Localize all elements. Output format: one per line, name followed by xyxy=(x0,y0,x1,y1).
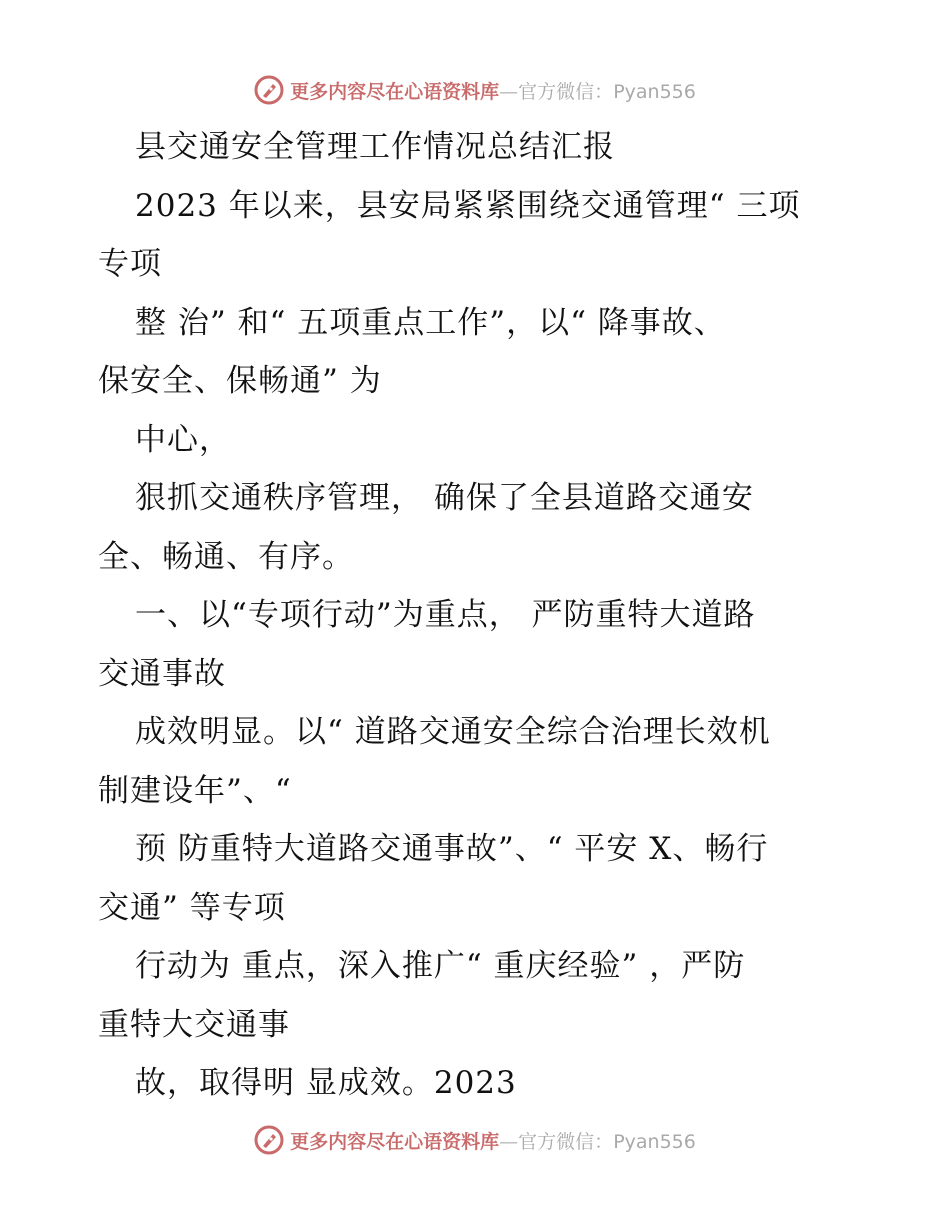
watermark-contact-label: 官方微信： xyxy=(518,80,614,103)
text-line: 2023 年以来，县安局紧紧围绕交通管理“ 三项 xyxy=(135,188,801,224)
watermark-contact-id: Pyan556 xyxy=(613,80,696,103)
text-line: 专项 xyxy=(98,246,162,282)
watermark-separator: — xyxy=(499,80,519,103)
text-line: 故，取得明 显成效。2023 xyxy=(135,1065,517,1101)
watermark-separator: — xyxy=(499,1130,519,1153)
text-line: 重特大交通事 xyxy=(98,1007,290,1043)
document-title: 县交通安全管理工作情况总结汇报 xyxy=(135,129,615,165)
section-heading: 一、以“专项行动”为重点， 严防重特大道路 xyxy=(135,597,756,633)
text-line: 狠抓交通秩序管理， 确保了全县道路交通安 xyxy=(135,480,754,516)
text-line: 保安全、保畅通” 为 xyxy=(98,363,382,399)
text-line: 全、畅通、有序。 xyxy=(98,539,354,575)
text-line: 交通” 等专项 xyxy=(98,890,286,926)
watermark-contact-id: Pyan556 xyxy=(613,1130,696,1153)
watermark-text xyxy=(290,1127,696,1154)
text-line: 中心， xyxy=(135,422,231,458)
text-line: 整 治” 和“ 五项重点工作”，以“ 降事故、 xyxy=(135,305,726,341)
pen-nib-logo-icon xyxy=(254,1125,284,1155)
footer-watermark xyxy=(0,1120,950,1160)
watermark-brand: 更多内容尽在心语资料库 xyxy=(290,80,500,103)
watermark-contact-label: 官方微信： xyxy=(518,1130,614,1153)
text-line: 行动为 重点，深入推广“ 重庆经验” ，严防 xyxy=(135,948,746,984)
text-line: 交通事故 xyxy=(98,656,226,692)
text-line: 预 防重特大道路交通事故”、“ 平安 X、畅行 xyxy=(135,831,769,867)
text-line: 成效明显。以“ 道路交通安全综合治理长效机 xyxy=(135,714,771,750)
watermark-brand: 更多内容尽在心语资料库 xyxy=(290,1130,500,1153)
text-line: 制建设年”、“ xyxy=(98,773,292,809)
